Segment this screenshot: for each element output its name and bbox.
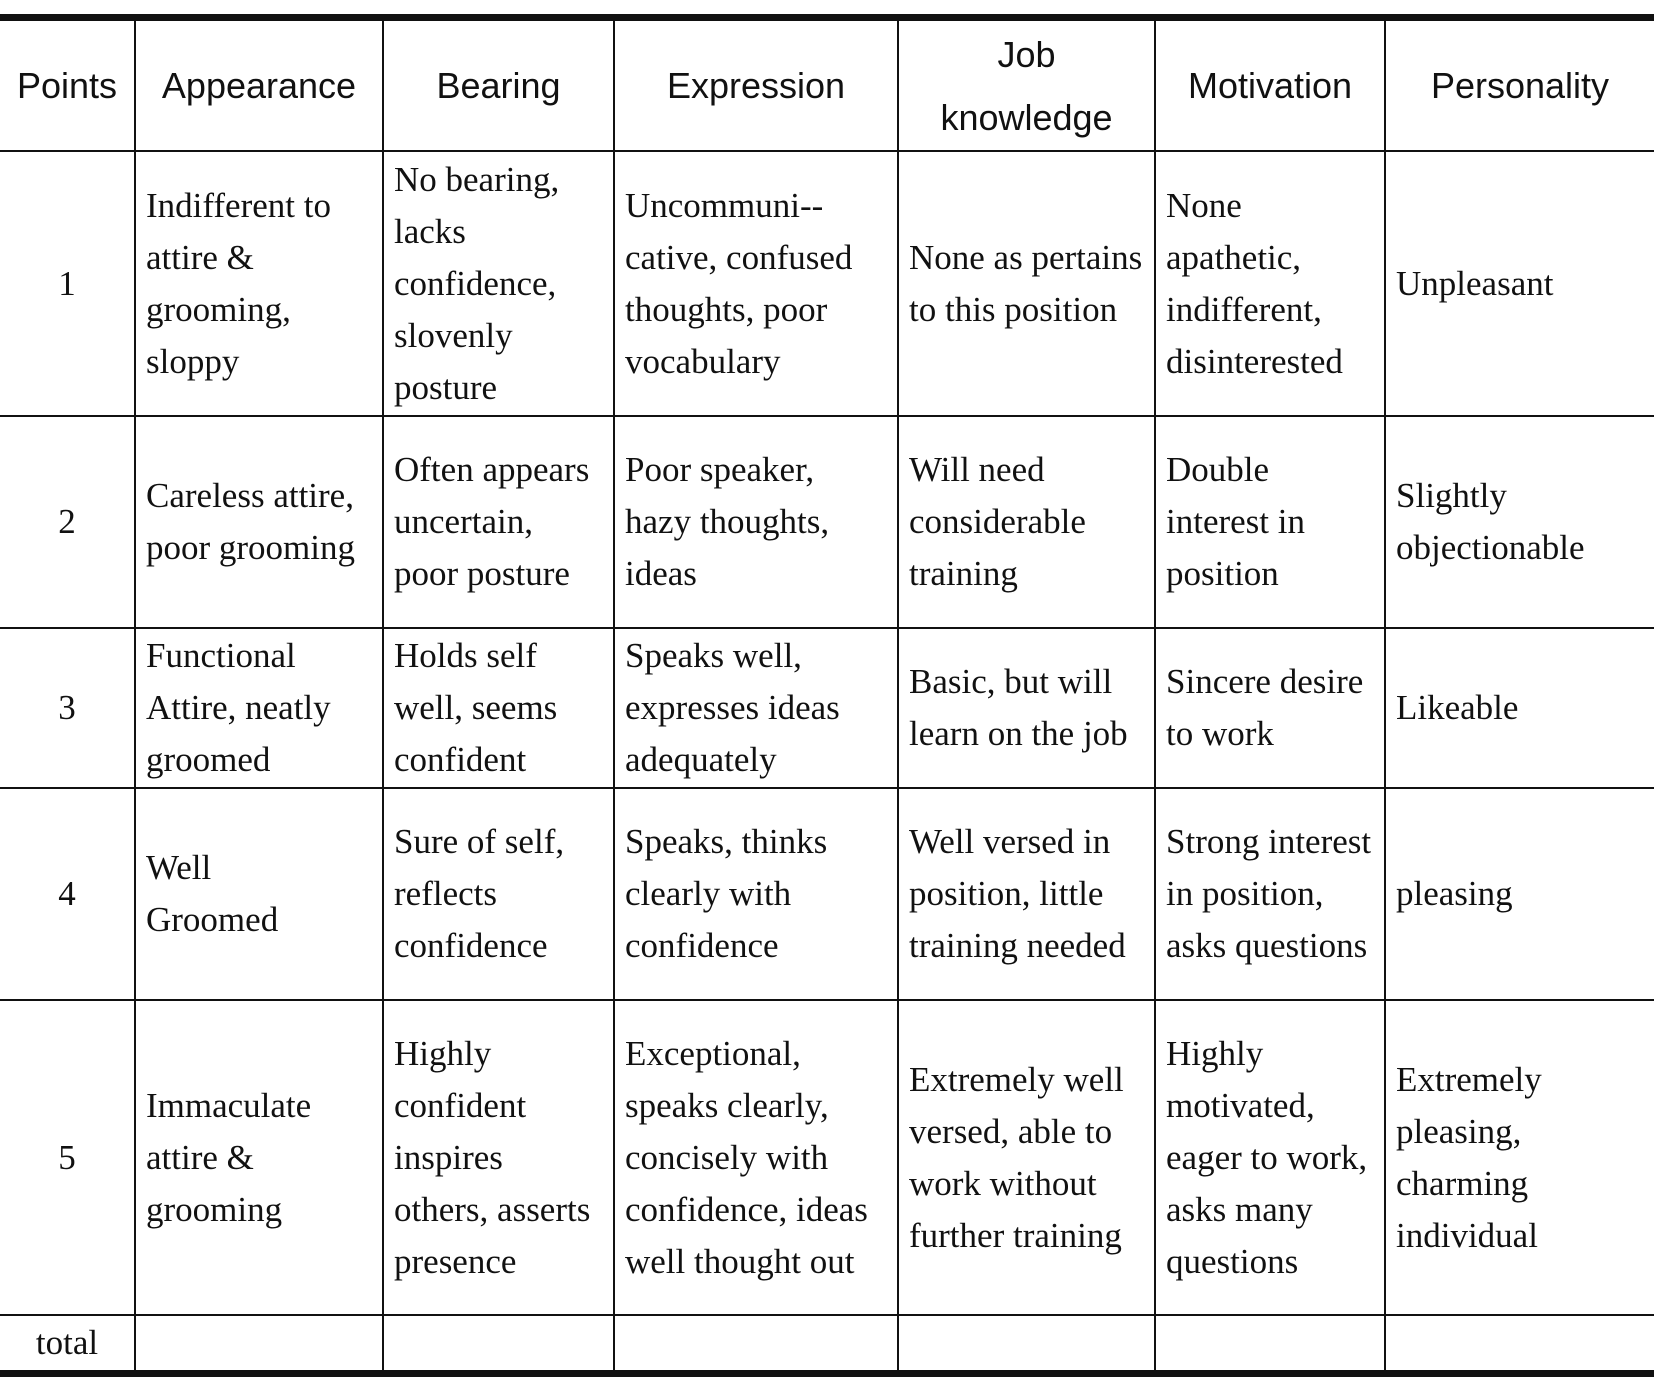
job-knowledge-cell: Extremely well versed, able to work without further training: [898, 1000, 1155, 1315]
bearing-cell: Holds self well, seems confident: [383, 628, 614, 788]
table-row: [0, 416, 1654, 628]
header-job-knowledge: Job knowledge: [898, 18, 1155, 152]
table-row: [0, 788, 1654, 1000]
total-job-knowledge-cell[interactable]: [898, 1315, 1155, 1374]
motivation-cell: Highly motivated, eager to work, asks many questions: [1155, 1000, 1385, 1315]
appearance-cell: Well Groomed: [135, 788, 383, 1000]
motivation-cell: Sincere desire to work: [1155, 628, 1385, 788]
header-appearance: Appearance: [135, 18, 383, 152]
personality-cell: Slightly objectionable: [1385, 416, 1654, 628]
header-row: [0, 18, 1654, 152]
points-cell: 2: [0, 416, 135, 628]
points-cell: 3: [0, 628, 135, 788]
total-motivation-cell[interactable]: [1155, 1315, 1385, 1374]
total-bearing-cell[interactable]: [383, 1315, 614, 1374]
expression-cell: Speaks, thinks clearly with confidence: [614, 788, 898, 1000]
total-row: [0, 1315, 1654, 1374]
header-bearing: Bearing: [383, 18, 614, 152]
table-row: [0, 628, 1654, 788]
appearance-cell: Immaculate attire & grooming: [135, 1000, 383, 1315]
total-expression-cell[interactable]: [614, 1315, 898, 1374]
appearance-cell: Indifferent to attire & grooming, sloppy: [135, 151, 383, 416]
expression-cell: Speaks well, expresses ideas adequately: [614, 628, 898, 788]
interview-rating-table: [0, 14, 1654, 1377]
job-knowledge-cell: Basic, but will learn on the job: [898, 628, 1155, 788]
expression-cell: Poor speaker, hazy thoughts, ideas: [614, 416, 898, 628]
total-personality-cell[interactable]: [1385, 1315, 1654, 1374]
motivation-cell: Strong interest in position, asks questions: [1155, 788, 1385, 1000]
motivation-cell: Double interest in position: [1155, 416, 1385, 628]
total-appearance-cell[interactable]: [135, 1315, 383, 1374]
bearing-cell: No bearing, lacks confidence, slovenly posture: [383, 151, 614, 416]
job-knowledge-cell: Will need considerable training: [898, 416, 1155, 628]
table-row: [0, 1000, 1654, 1315]
job-knowledge-cell: None as pertains to this position: [898, 151, 1155, 416]
header-expression: Expression: [614, 18, 898, 152]
motivation-cell: None apathetic, indifferent, disinterested: [1155, 151, 1385, 416]
header-motivation: Motivation: [1155, 18, 1385, 152]
personality-cell: Extremely pleasing, charming individual: [1385, 1000, 1654, 1315]
appearance-cell: Functional Attire, neatly groomed: [135, 628, 383, 788]
personality-cell: pleasing: [1385, 788, 1654, 1000]
expression-cell: Exceptional, speaks clearly, concisely with confidence, ideas well thought out: [614, 1000, 898, 1315]
points-cell: 1: [0, 151, 135, 416]
personality-cell: Unpleasant: [1385, 151, 1654, 416]
total-label: total: [0, 1315, 135, 1374]
job-knowledge-cell: Well versed in position, little training needed: [898, 788, 1155, 1000]
bearing-cell: Sure of self, reflects confidence: [383, 788, 614, 1000]
personality-cell: Likeable: [1385, 628, 1654, 788]
appearance-cell: Careless attire, poor grooming: [135, 416, 383, 628]
bearing-cell: Highly confident inspires others, asserts presence: [383, 1000, 614, 1315]
points-cell: 5: [0, 1000, 135, 1315]
points-cell: 4: [0, 788, 135, 1000]
bearing-cell: Often appears uncertain, poor posture: [383, 416, 614, 628]
table-row: [0, 151, 1654, 416]
header-points: Points: [0, 18, 135, 152]
header-personality: Personality: [1385, 18, 1654, 152]
expression-cell: Uncommuni--cative, confused thoughts, poor vocabulary: [614, 151, 898, 416]
